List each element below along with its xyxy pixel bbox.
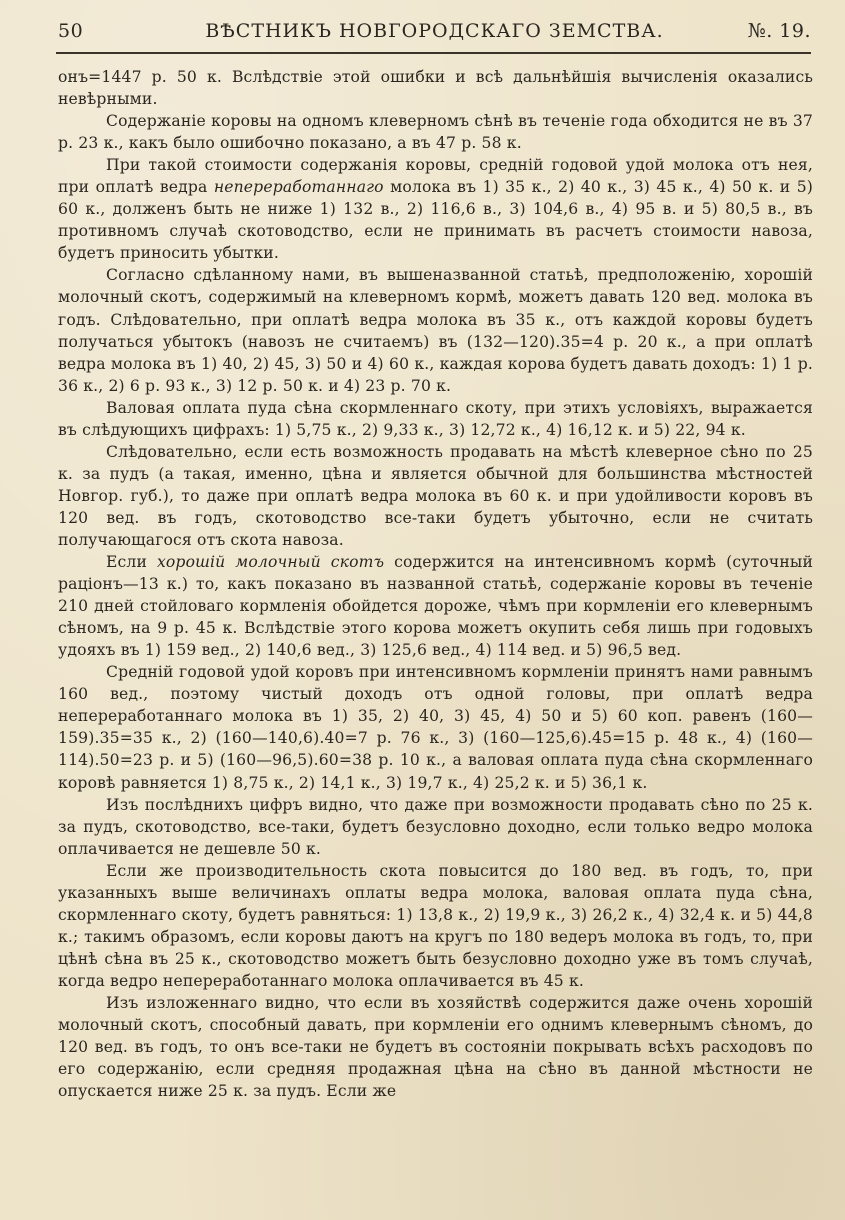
- paragraph: Изъ послѣднихъ цифръ видно, что даже при возможности продавать сѣно по 25 к. за пудъ, скотоводство, все-таки, будетъ безусловно доходно, если только ведро молока оплачивается не дешевле 50 к.: [58, 795, 813, 858]
- issue-number: №. 19.: [747, 20, 811, 42]
- paragraph-text: При такой стоимости содержанія коровы, средній годовой удой молока отъ нея, при оплатѣ ведра: [58, 156, 813, 197]
- page-header: [58, 20, 811, 50]
- paragraph-text: содержится на интенсивномъ кормѣ (суточный раціонъ—13 к.) то, какъ показано въ названной статьѣ, содержаніе коровы въ теченіе 210 дней стойловаго кормленія обойдется дороже, чѣмъ при кормленіи его клевернымъ сѣномъ, на 9 р. 45 к. Вслѣдствіе этого корова можетъ окупить себя лишь при годовыхъ удояхъ въ 1) 159 вед., 2) 140,6 вед., 3) 125,6 вед., 4) 114 вед. и 5) 96,5 вед.: [58, 553, 814, 660]
- paragraph: Согласно сдѣланному нами, въ вышеназванной статьѣ, предположенію, хорошій молочный скотъ, содержимый на клеверномъ кормѣ, можетъ давать 120 вед. молока въ годъ. Слѣдовательно, при оплатѣ ведра молока въ 35 к., отъ каждой коровы будетъ получаться убытокъ (навозъ не считаемъ) въ (132—120).35=4 р. 20 к., а при оплатѣ ведра молока въ 1) 40, 2) 45, 3) 50 и 4) 60 к., каждая корова будетъ давать доходъ: 1) 1 р. 36 к., 2) 6 р. 93 к., 3) 12 р. 50 к. и 4) 23 р. 70 к.: [58, 266, 813, 395]
- paragraph: Если же производительность скота повысится до 180 вед. въ годъ, то, при указанныхъ выше величинахъ оплаты ведра молока, валовая оплата пуда сѣна, скормленнаго скоту, будетъ равняться: 1) 13,8 к., 2) 19,9 к., 3) 26,2 к., 4) 32,4 к. и 5) 44,8 к.; такимъ образомъ, если коровы даютъ на кругъ по 180 ведеръ молока въ годъ, то, при цѣнѣ сѣна въ 25 к., скотоводство можетъ быть безусловно доходно уже въ томъ случаѣ, когда ведро непереработаннаго молока оплачивается въ 45 к.: [58, 861, 813, 990]
- paragraph: Валовая оплата пуда сѣна скормленнаго скоту, при этихъ условіяхъ, выражается въ слѣдующихъ цифрахъ: 1) 5,75 к., 2) 9,33 к., 3) 12,72 к., 4) 16,12 к. и 5) 22, 94 к.: [58, 398, 813, 439]
- paragraph: [58, 551, 813, 661]
- paragraph: онъ=1447 р. 50 к. Вслѣдствіе этой ошибки и всѣ дальнѣйшія вычисленія оказались невѣрными.: [58, 68, 813, 109]
- page-number: 50: [58, 20, 84, 42]
- paragraph: Слѣдовательно, если есть возможность продавать на мѣстѣ клеверное сѣно по 25 к. за пудъ (а такая, именно, цѣна и является обычной для большинства мѣстностей Новгор. губ.), то даже при оплатѣ ведра молока въ 60 к. и при удойливости коровъ въ 120 вед. въ годъ, скотоводство все-таки будетъ убыточно, если не считать получающагося отъ скота навоза.: [58, 442, 813, 549]
- emphasis-text: хорошій молочный скотъ: [156, 553, 385, 572]
- article-body: [58, 66, 813, 1102]
- paragraph: Изъ изложеннаго видно, что если въ хозяйствѣ содержится даже очень хорошій молочный скотъ, способный давать, при кормленіи его однимъ клевернымъ сѣномъ, до 120 вед. въ годъ, то онъ все-таки не будетъ въ состояніи покрывать всѣхъ расходовъ по его содержанію, если средняя продажная цѣна на сѣно въ данной мѣстности не опускается ниже 25 к. за пудъ. Если же: [58, 993, 813, 1101]
- header-rule: [56, 52, 811, 54]
- paragraph: [58, 154, 813, 264]
- paragraph: Средній годовой удой коровъ при интенсивномъ кормленіи принятъ нами равнымъ 160 вед., поэтому чистый доходъ отъ одной головы, при оплатѣ ведра непереработаннаго молока въ 1) 35, 2) 40, 3) 45, 4) 50 и 5) 60 коп. равенъ (160—159).35=35 к., 2) (160—140,6).40=7 р. 76 к., 3) (160—125,6).45=15 р. 48 к., 4) (160—114).50=23 р. и 5) (160—96,5).60=38 р. 10 к., а валовая оплата пуда сѣна скормленнаго коровѣ равняется 1) 8,75 к., 2) 14,1 к., 3) 19,7 к., 4) 25,2 к. и 5) 36,1 к.: [58, 663, 813, 792]
- paragraph-text: молока въ 1) 35 к., 2) 40 к., 3) 45 к., 4) 50 к. и 5) 60 к., долженъ быть не ниже 1) 132 в., 2) 116,6 в., 3) 104,6 в., 4) 95 в. и 5) 80,5 в., въ противномъ случаѣ скотоводство, если не принимать въ расчетъ стоимости навоза, будетъ приносить убытки.: [58, 178, 813, 263]
- journal-title: ВѢСТНИКЪ НОВГОРОДСКАГО ЗЕМСТВА.: [205, 20, 664, 42]
- paragraph-text: Если: [106, 553, 157, 572]
- emphasis-text: непереработаннаго: [213, 178, 384, 197]
- paragraph: Содержаніе коровы на одномъ клеверномъ сѣнѣ въ теченіе года обходится не въ 37 р. 23 к., какъ было ошибочно показано, а въ 47 р. 58 к.: [58, 112, 813, 153]
